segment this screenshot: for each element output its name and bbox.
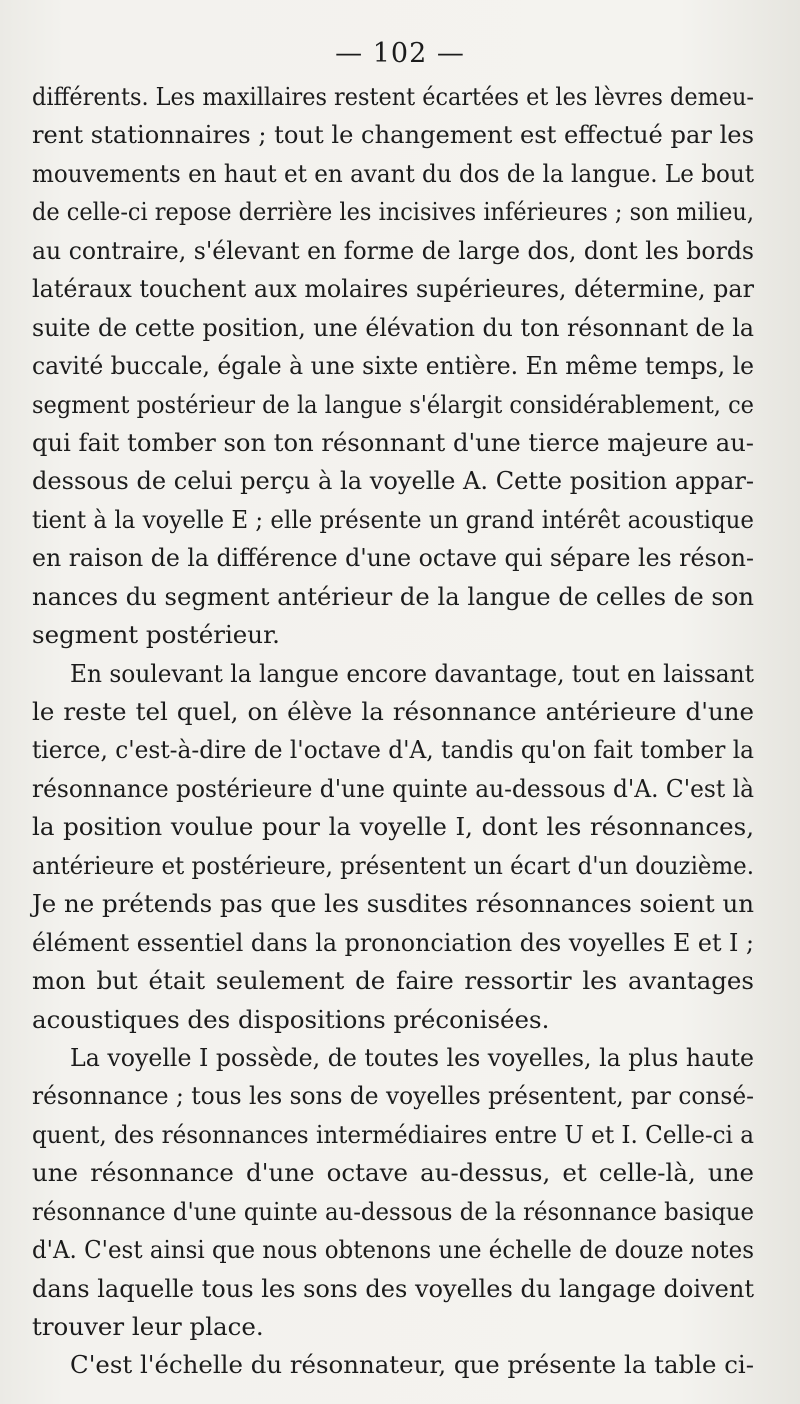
text-line [32,462,754,500]
text-line-content: antérieure et postérieure, présentent un écart d'un douzième. [32,850,754,880]
text-line-content: latéraux touchent aux molaires supérieures, détermine, par [32,274,754,304]
text-line-content: quent, des résonnances intermédiaires entre U et I. Celle-ci a [32,1119,754,1149]
text-line [32,1077,754,1115]
text-line [32,347,754,385]
text-line [32,78,754,116]
text-line-content: résonnance postérieure d'une quinte au-dessous d'A. C'est là [32,773,754,803]
text-line [32,847,754,885]
text-line-content: d'A. C'est ainsi que nous obtenons une échelle de douze notes [32,1235,754,1265]
text-line-content: de celle-ci repose derrière les incisives inférieures ; son milieu, [32,197,754,227]
text-line [32,501,754,539]
text-line-content: segment postérieur. [32,620,280,650]
text-line [32,155,754,193]
text-line-content: mon but était seulement de faire ressortir les avantages [32,966,754,996]
text-line [32,1001,754,1039]
text-line [32,924,754,962]
text-line-content: au contraire, s'élevant en forme de large dos, dont les bords [32,235,754,265]
text-line-content: trouver leur place. [32,1312,264,1341]
text-line [32,424,754,462]
text-line-content: suite de cette position, une élévation du ton résonnant de la [32,312,754,342]
text-line [32,616,754,654]
text-line-content: tierce, c'est-à-dire de l'octave d'A, tandis qu'on fait tomber la [32,735,754,765]
text-line-content: segment postérieur de la langue s'élargit considérablement, ce [32,389,754,419]
text-line [32,193,754,231]
text-line-content: le reste tel quel, on élève la résonnance antérieure d'une [32,697,754,726]
text-line-content: nances du segment antérieur de la langue de celles de son [32,581,754,611]
text-line [32,232,754,270]
text-line-content: qui fait tomber son ton résonnant d'une tierce majeure au- [32,427,754,457]
text-line-content: La voyelle I possède, de toutes les voyelles, la plus haute [70,1042,754,1072]
text-line-content: dessous de celui perçu à la voyelle A. Cette position appar- [32,466,754,496]
text-line-content: rent stationnaires ; tout le changement est effectué par les [32,120,754,150]
text-line [32,731,754,769]
text-line [32,770,754,808]
text-line-content: C'est l'échelle du résonnateur, que présente la table ci- [70,1350,754,1380]
text-line [32,386,754,424]
text-line-content: différents. Les maxillaires restent écartées et les lèvres demeu- [32,82,754,111]
text-line [32,1116,754,1154]
text-line [32,578,754,616]
text-line [32,270,754,308]
text-line-content: élément essentiel dans la prononciation des voyelles E et I ; [32,927,754,957]
text-line [32,1154,754,1192]
text-line-content: acoustiques des dispositions préconisées. [32,1004,550,1034]
text-line [32,309,754,347]
text-line-content: résonnance d'une quinte au-dessous de la résonnance basique [32,1196,754,1226]
text-line [32,885,754,923]
text-line-content: résonnance ; tous les sons de voyelles présentent, par consé- [32,1081,754,1111]
text-line [32,962,754,1000]
text-line [32,1346,754,1384]
text-line-content: dans laquelle tous les sons des voyelles du langage doivent [32,1273,754,1303]
text-line [32,116,754,154]
text-line-content: cavité buccale, égale à une sixte entière. En même temps, le [32,351,754,381]
text-line [32,808,754,846]
body-text [32,78,754,1385]
text-line [32,655,754,693]
text-line-content: une résonnance d'une octave au-dessus, et celle-là, une [32,1158,754,1188]
text-line [32,1308,754,1346]
text-line-content: mouvements en haut et en avant du dos de la langue. Le bout [32,158,754,188]
text-line [32,1193,754,1231]
text-line [32,539,754,577]
text-line-content: en raison de la différence d'une octave qui sépare les réson- [32,543,754,573]
text-line [32,1039,754,1077]
text-line [32,1231,754,1269]
text-line-content: tient à la voyelle E ; elle présente un grand intérêt acoustique [32,504,754,534]
text-line-content: En soulevant la langue encore davantage, tout en laissant [70,658,754,688]
text-line [32,693,754,731]
text-line-content: la position voulue pour la voyelle I, dont les résonnances, [32,812,754,842]
page-number: — 102 — [335,38,465,69]
text-line-content: Je ne prétends pas que les susdites résonnances soient un [32,889,754,919]
text-line [32,1270,754,1308]
